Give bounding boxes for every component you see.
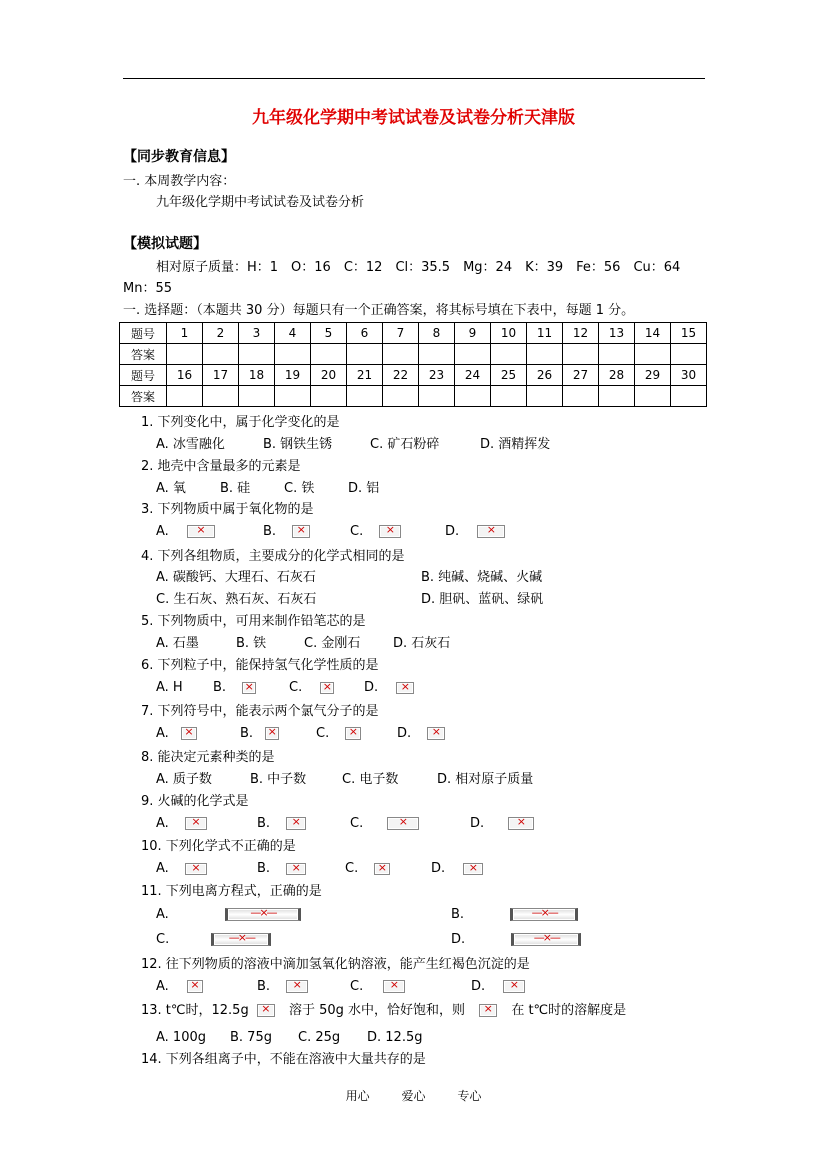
table-cell: 22 — [383, 365, 419, 386]
answer-cell[interactable] — [419, 386, 455, 407]
answer-cell[interactable] — [347, 344, 383, 365]
formula-image-icon — [477, 525, 505, 538]
table-cell: 16 — [167, 365, 203, 386]
answer-cell[interactable] — [527, 386, 563, 407]
formula-image-icon — [257, 1004, 275, 1017]
answer-cell[interactable] — [167, 344, 203, 365]
q10-option-b: B. × — [257, 860, 306, 878]
table-cell: 6 — [347, 323, 383, 344]
answer-cell[interactable] — [203, 386, 239, 407]
q3-option-b: B. × — [263, 523, 310, 541]
q3-option-c: C. × — [350, 523, 401, 541]
weekly-content-label: 一. 本周教学内容： — [123, 174, 236, 189]
weekly-content-text: 九年级化学期中考试试卷及试卷分析 — [156, 195, 365, 210]
footer-text: 爱心 — [401, 1089, 426, 1103]
q6-option-d: D. × — [364, 679, 414, 697]
table-cell: 13 — [599, 323, 635, 344]
formula-image-icon — [383, 980, 405, 993]
q6-option-c: C. × — [289, 679, 334, 697]
answer-cell[interactable] — [635, 386, 671, 407]
q3-option-a: A. × — [156, 523, 215, 541]
formula-image-icon — [320, 682, 334, 694]
formula-image-icon — [185, 817, 207, 830]
table-label: 答案 — [120, 344, 167, 365]
formula-image-icon — [503, 980, 525, 993]
q8-option-b: B. 中子数 — [250, 772, 307, 787]
table-cell: 1 — [167, 323, 203, 344]
table-cell: 14 — [635, 323, 671, 344]
question-11: 11. 下列电离方程式，正确的是 — [141, 884, 322, 899]
table-cell: 4 — [275, 323, 311, 344]
table-cell: 24 — [455, 365, 491, 386]
q9-option-a: A. × — [156, 815, 207, 833]
atomic-masses-cont: Mn：55 — [123, 281, 172, 296]
q4-option-d: D. 胆矾、蓝矾、绿矾 — [421, 592, 544, 607]
table-cell: 17 — [203, 365, 239, 386]
q12-option-d: D. × — [471, 978, 525, 996]
q7-option-d: D. × — [397, 725, 445, 743]
q11-option-d: D. —×— — [451, 931, 581, 949]
table-cell: 21 — [347, 365, 383, 386]
answer-cell[interactable] — [347, 386, 383, 407]
answer-cell[interactable] — [599, 386, 635, 407]
table-cell: 5 — [311, 323, 347, 344]
table-row — [120, 386, 707, 407]
page-footer — [0, 1087, 827, 1104]
answer-cell[interactable] — [239, 344, 275, 365]
header-rule — [123, 78, 705, 79]
table-cell: 11 — [527, 323, 563, 344]
question-10: 10. 下列化学式不正确的是 — [141, 839, 296, 854]
answer-cell[interactable] — [167, 386, 203, 407]
table-cell: 8 — [419, 323, 455, 344]
answer-cell[interactable] — [203, 344, 239, 365]
q13-option-d: D. 12.5g — [367, 1030, 423, 1045]
formula-image-icon — [427, 727, 445, 740]
equation-image-icon — [510, 908, 578, 921]
table-cell: 26 — [527, 365, 563, 386]
answer-cell[interactable] — [599, 344, 635, 365]
answer-cell[interactable] — [383, 344, 419, 365]
table-cell: 20 — [311, 365, 347, 386]
table-cell: 29 — [635, 365, 671, 386]
formula-image-icon — [181, 727, 197, 740]
formula-image-icon — [508, 817, 534, 830]
q6-option-a: A. H — [156, 680, 183, 695]
q11-option-b: B. —×— — [451, 906, 578, 924]
table-cell: 27 — [563, 365, 599, 386]
formula-image-icon — [286, 817, 306, 830]
table-cell: 19 — [275, 365, 311, 386]
answer-cell[interactable] — [635, 344, 671, 365]
instruction: 一. 选择题：（本题共 30 分）每题只有一个正确答案，将其标号填在下表中，每题 1 分。 — [123, 303, 635, 318]
question-1: 1. 下列变化中，属于化学变化的是 — [141, 415, 340, 430]
q5-option-c: C. 金刚石 — [304, 636, 361, 651]
answer-cell[interactable] — [491, 344, 527, 365]
atomic-masses: 相对原子质量：H：1 O：16 C：12 Cl：35.5 Mg：24 K：39 Fe：56 Cu：64 — [156, 260, 681, 275]
q4-option-b: B. 纯碱、烧碱、火碱 — [421, 570, 543, 585]
question-8: 8. 能决定元素种类的是 — [141, 750, 275, 765]
question-7: 7. 下列符号中，能表示两个氯气分子的是 — [141, 704, 379, 719]
answer-cell[interactable] — [419, 344, 455, 365]
q2-option-a: A. 氧 — [156, 481, 186, 496]
table-cell: 18 — [239, 365, 275, 386]
table-cell: 7 — [383, 323, 419, 344]
question-12: 12. 往下列物质的溶液中滴加氢氧化钠溶液，能产生红褐色沉淀的是 — [141, 957, 530, 972]
formula-image-icon — [292, 525, 310, 538]
q11-option-c: C. —×— — [156, 931, 271, 949]
formula-image-icon — [286, 863, 306, 875]
q9-option-b: B. × — [257, 815, 306, 833]
q8-option-d: D. 相对原子质量 — [437, 772, 534, 787]
table-cell: 12 — [563, 323, 599, 344]
q2-option-c: C. 铁 — [284, 481, 315, 496]
formula-image-icon — [286, 980, 308, 993]
equation-image-icon — [511, 933, 581, 946]
q13-option-c: C. 25g — [298, 1030, 341, 1045]
q1-option-c: C. 矿石粉碎 — [370, 437, 440, 452]
q12-option-c: C. × — [350, 978, 405, 996]
q9-option-c: C. × — [350, 815, 419, 833]
answer-cell[interactable] — [563, 344, 599, 365]
q1-option-d: D. 酒精挥发 — [480, 437, 551, 452]
formula-image-icon — [463, 863, 483, 875]
table-row — [120, 344, 707, 365]
table-row — [120, 323, 707, 344]
answer-cell[interactable] — [455, 344, 491, 365]
q2-option-b: B. 硅 — [220, 481, 251, 496]
q12-option-b: B. × — [257, 978, 308, 996]
table-cell: 23 — [419, 365, 455, 386]
q2-option-d: D. 铝 — [348, 481, 380, 496]
table-cell: 15 — [671, 323, 707, 344]
table-label: 题号 — [120, 323, 167, 344]
table-cell: 28 — [599, 365, 635, 386]
formula-image-icon — [187, 525, 215, 538]
formula-image-icon — [374, 863, 390, 875]
formula-image-icon — [479, 1004, 497, 1017]
formula-image-icon — [187, 980, 203, 993]
q5-option-a: A. 石墨 — [156, 636, 199, 651]
q4-option-c: C. 生石灰、熟石灰、石灰石 — [156, 592, 317, 607]
equation-image-icon — [211, 933, 271, 946]
q7-option-c: C. × — [316, 725, 361, 743]
q3-option-d: D. × — [445, 523, 505, 541]
answer-cell[interactable] — [275, 344, 311, 365]
q5-option-d: D. 石灰石 — [393, 636, 451, 651]
q8-option-c: C. 电子数 — [342, 772, 399, 787]
table-cell: 3 — [239, 323, 275, 344]
q7-option-b: B. × — [240, 725, 279, 743]
q9-option-d: D. × — [470, 815, 534, 833]
answer-cell[interactable] — [527, 344, 563, 365]
question-5: 5. 下列物质中，可用来制作铅笔芯的是 — [141, 614, 366, 629]
question-2: 2. 地壳中含量最多的元素是 — [141, 459, 301, 474]
answer-cell[interactable] — [311, 386, 347, 407]
table-label: 题号 — [120, 365, 167, 386]
q10-option-a: A. × — [156, 860, 207, 878]
question-13: 13. t℃时，12.5g × 溶于 50g 水中，恰好饱和，则 × 在 t℃时的溶解度是 — [141, 1002, 626, 1020]
q11-option-a: A. —×— — [156, 906, 301, 924]
footer-text: 用心 — [345, 1089, 370, 1103]
question-6: 6. 下列粒子中，能保持氢气化学性质的是 — [141, 658, 379, 673]
formula-image-icon — [396, 682, 414, 694]
table-cell: 2 — [203, 323, 239, 344]
footer-text: 专心 — [457, 1089, 482, 1103]
q10-option-c: C. × — [345, 860, 390, 878]
q8-option-a: A. 质子数 — [156, 772, 212, 787]
formula-image-icon — [345, 727, 361, 740]
answer-cell[interactable] — [383, 386, 419, 407]
q5-option-b: B. 铁 — [236, 636, 267, 651]
q1-option-a: A. 冰雪融化 — [156, 437, 225, 452]
answer-cell[interactable] — [275, 386, 311, 407]
formula-image-icon — [265, 727, 279, 740]
answer-cell[interactable] — [671, 344, 707, 365]
formula-image-icon — [185, 863, 207, 875]
section-heading-test: 【模拟试题】 — [123, 236, 207, 252]
table-label: 答案 — [120, 386, 167, 407]
answer-cell[interactable] — [491, 386, 527, 407]
question-4: 4. 下列各组物质，主要成分的化学式相同的是 — [141, 549, 405, 564]
formula-image-icon — [387, 817, 419, 830]
q13-option-b: B. 75g — [230, 1030, 272, 1045]
q10-option-d: D. × — [431, 860, 483, 878]
answer-cell[interactable] — [311, 344, 347, 365]
q7-option-a: A. × — [156, 725, 197, 743]
answer-cell[interactable] — [239, 386, 275, 407]
q12-option-a: A. × — [156, 978, 203, 996]
question-14: 14. 下列各组离子中，不能在溶液中大量共存的是 — [141, 1052, 426, 1067]
equation-image-icon — [225, 908, 301, 921]
answer-cell[interactable] — [455, 386, 491, 407]
table-cell: 10 — [491, 323, 527, 344]
table-cell: 30 — [671, 365, 707, 386]
answer-table — [119, 322, 707, 407]
q13-option-a: A. 100g — [156, 1030, 206, 1045]
formula-image-icon — [242, 682, 256, 694]
question-3: 3. 下列物质中属于氧化物的是 — [141, 502, 314, 517]
table-row — [120, 365, 707, 386]
answer-cell[interactable] — [563, 386, 599, 407]
question-9: 9. 火碱的化学式是 — [141, 794, 249, 809]
table-cell: 25 — [491, 365, 527, 386]
section-heading-info: 【同步教育信息】 — [123, 149, 235, 165]
answer-cell[interactable] — [671, 386, 707, 407]
table-cell: 9 — [455, 323, 491, 344]
q6-option-b: B. × — [213, 679, 256, 697]
q4-option-a: A. 碳酸钙、大理石、石灰石 — [156, 570, 316, 585]
formula-image-icon — [379, 525, 401, 538]
q1-option-b: B. 钢铁生锈 — [263, 437, 333, 452]
page-title: 九年级化学期中考试试卷及试卷分析天津版 — [252, 108, 575, 128]
